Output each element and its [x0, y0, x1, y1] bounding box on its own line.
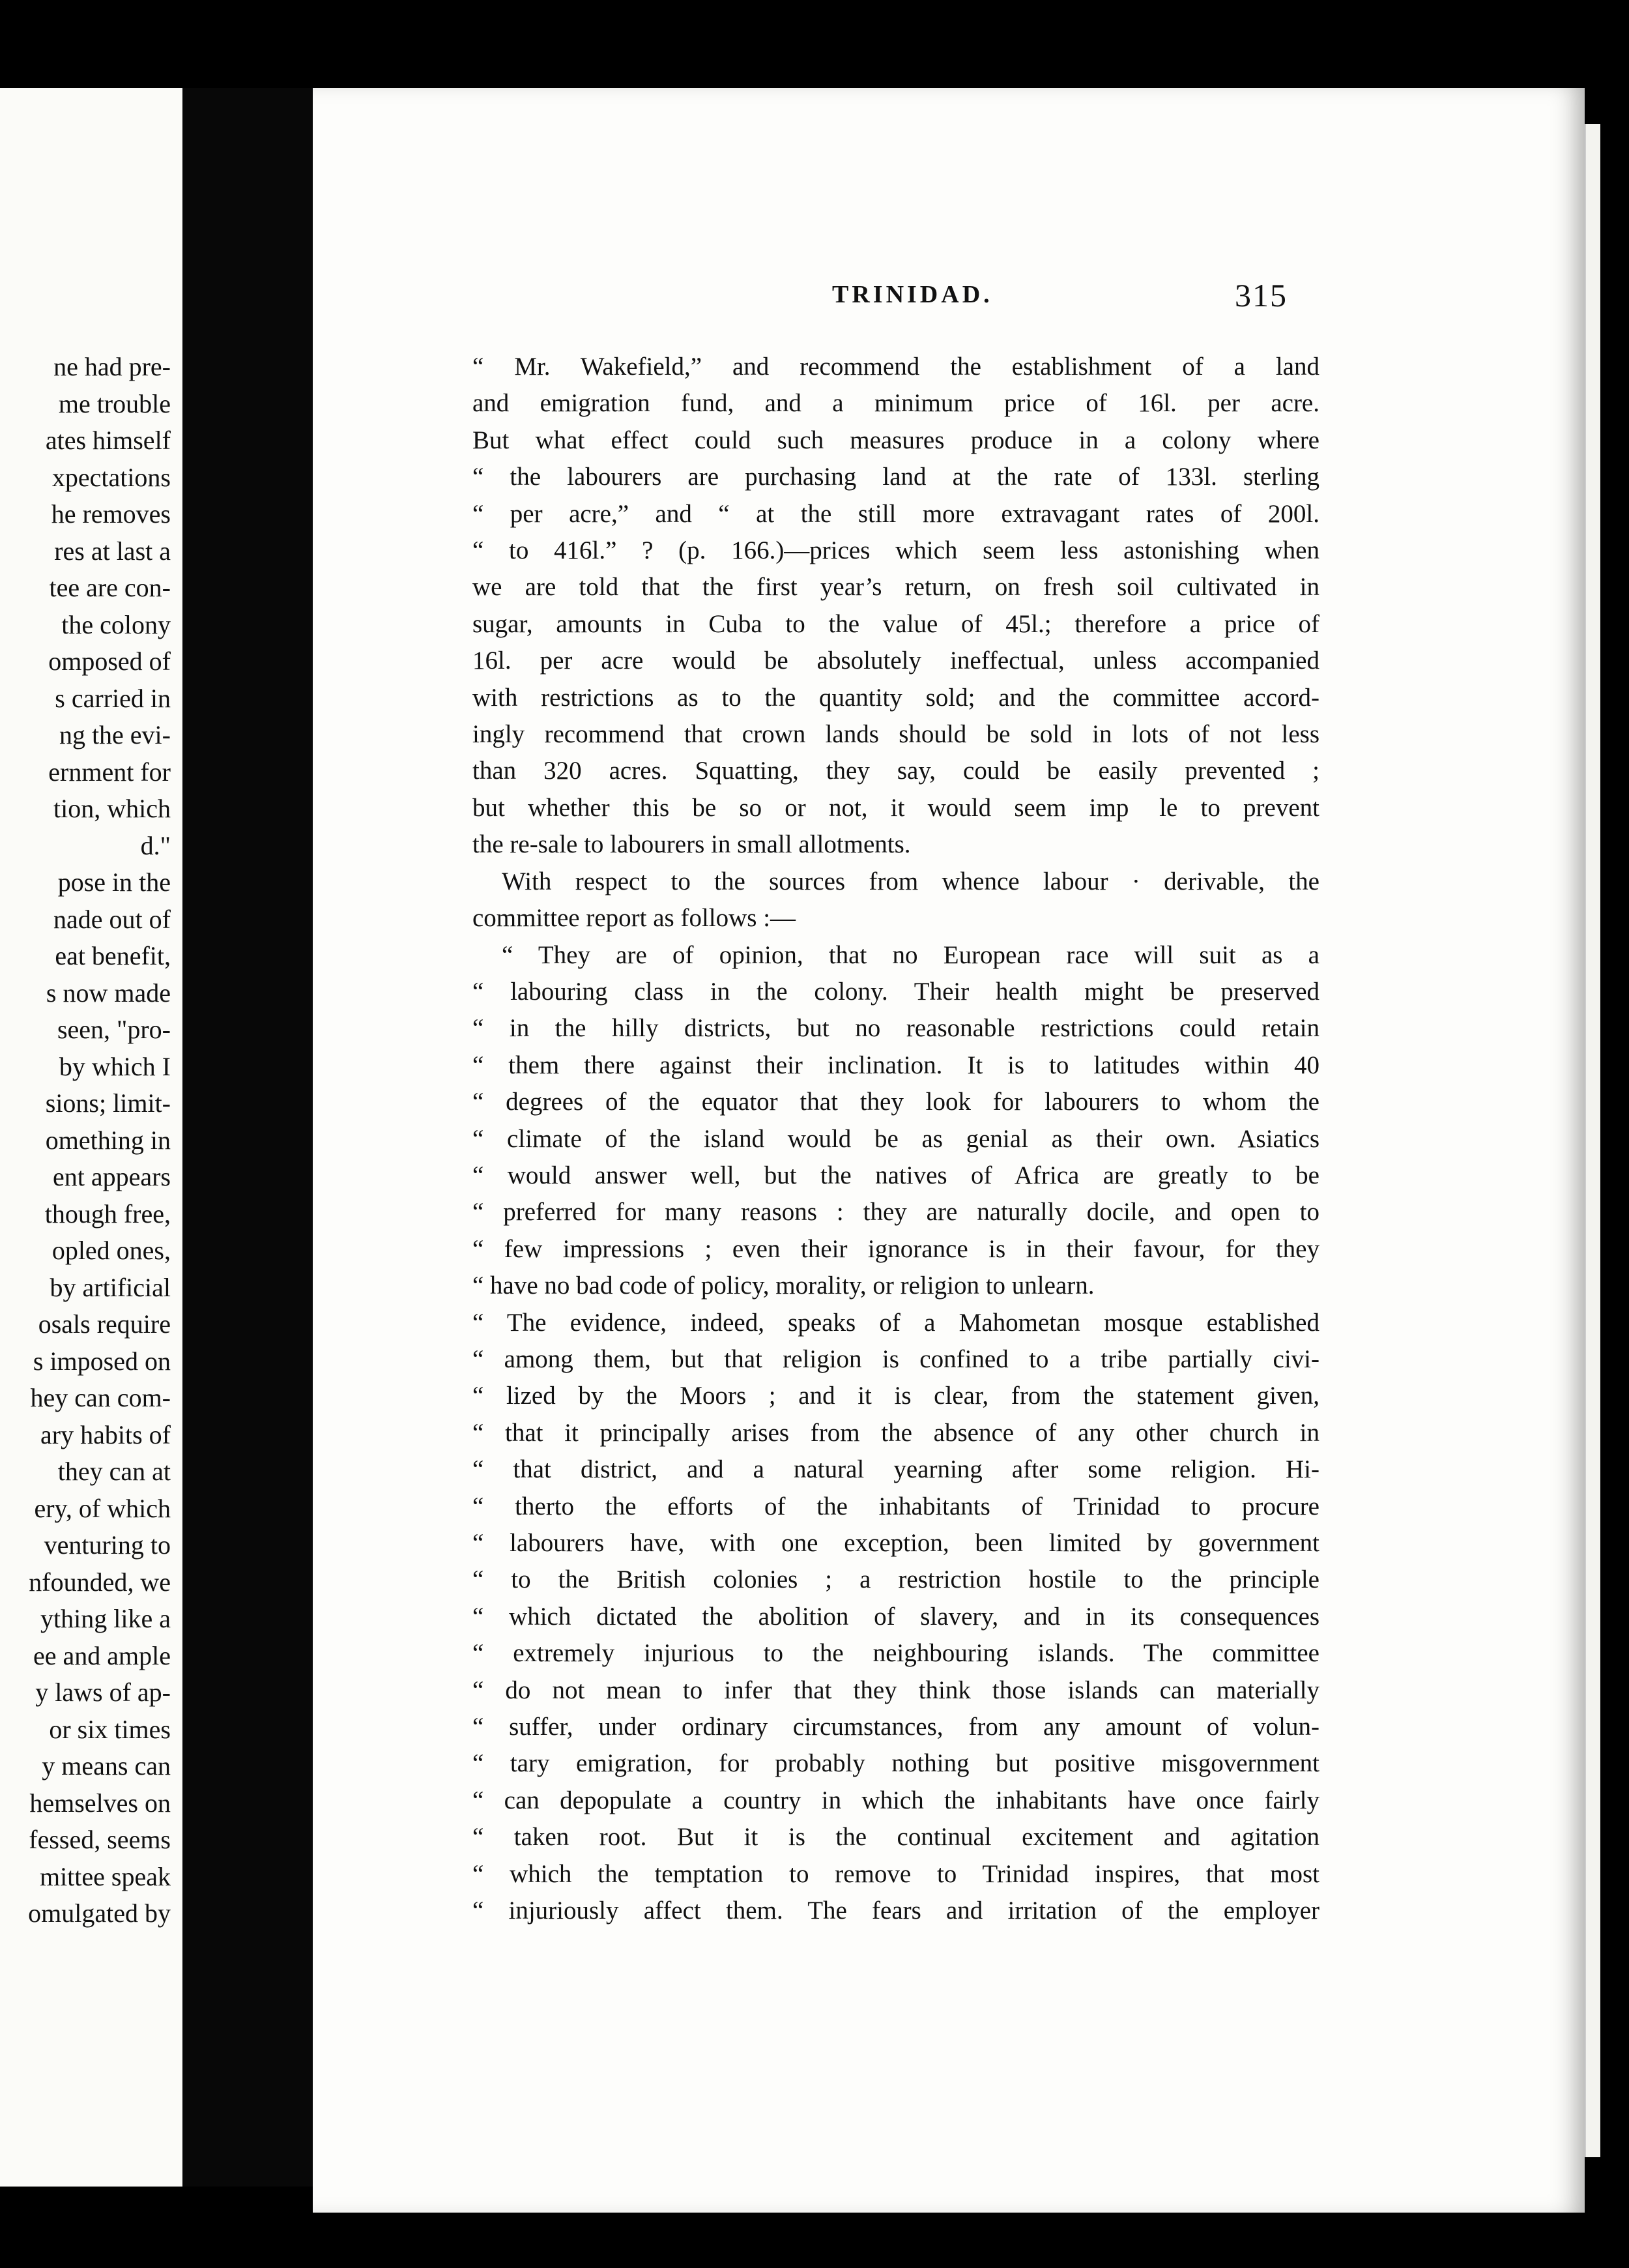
page-number: 315: [1235, 277, 1288, 313]
text-line: “ the labourers are purchasing land at the rate of 133l. sterling: [472, 463, 1319, 491]
left-page-line: y means can: [42, 1751, 171, 1781]
text-line: But what effect could such measures produce in a colony where: [472, 426, 1319, 454]
text-line: “ per acre,” and “ at the still more extravagant rates of 200l.: [472, 499, 1319, 528]
left-page-line: omposed of: [48, 647, 171, 676]
text-line: “ to 416l.” ? (p. 166.)—prices which seem less astonishing when: [472, 536, 1319, 565]
body-text: [472, 349, 1319, 1929]
left-page-line: ary habits of: [40, 1419, 171, 1449]
left-page-line: the colony: [61, 609, 171, 639]
text-line: “ that district, and a natural yearning after some religion. Hi-: [472, 1455, 1319, 1484]
page-header: [313, 277, 1585, 326]
left-page-line: hemselves on: [29, 1788, 171, 1818]
text-line: “ taken root. But it is the continual excitement and agitation: [472, 1823, 1319, 1852]
text-line: “ to the British colonies ; a restriction hostile to the principle: [472, 1565, 1319, 1594]
text-line: “ have no bad code of policy, morality, or religion to unlearn.: [472, 1272, 1095, 1300]
left-page-line: eat benefit,: [55, 941, 171, 970]
left-page-line: omething in: [45, 1125, 171, 1155]
left-page-line: d.": [140, 830, 171, 860]
left-page-line: s now made: [46, 978, 171, 1008]
text-line: “ that it principally arises from the absence of any other church in: [472, 1418, 1319, 1447]
left-page-line: venturing to: [44, 1530, 171, 1560]
left-page-line: ernment for: [48, 757, 171, 787]
left-page-line: they can at: [57, 1457, 171, 1486]
left-page-line: osals require: [38, 1309, 171, 1339]
text-line: “ Mr. Wakefield,” and recommend the establishment of a land: [472, 353, 1319, 381]
left-page-line: nfounded, we: [29, 1567, 171, 1597]
left-page-line: ent appears: [52, 1162, 171, 1191]
book-gutter: [182, 88, 313, 2187]
text-line: “ among them, but that religion is confined to a tribe partially civi-: [472, 1345, 1319, 1373]
text-line: “ The evidence, indeed, speaks of a Mahometan mosque established: [472, 1308, 1319, 1337]
left-page-line: hey can com-: [30, 1383, 171, 1412]
left-page-line: ne had pre-: [53, 352, 171, 381]
text-line: and emigration fund, and a minimum price of 16l. per acre.: [472, 389, 1319, 418]
text-line: “ degrees of the equator that they look for labourers to whom the: [472, 1088, 1319, 1116]
left-page-line: by artificial: [50, 1272, 171, 1302]
text-line: “ would answer well, but the natives of Africa are greatly to be: [472, 1161, 1319, 1189]
text-line: “ few impressions ; even their ignorance is in their favour, for they: [472, 1234, 1319, 1263]
left-page-line: though free,: [44, 1199, 171, 1228]
text-line: “ can depopulate a country in which the inhabitants have once fairly: [472, 1786, 1319, 1814]
running-head: TRINIDAD.: [832, 281, 993, 308]
text-line: but whether this be so or not, it would seem imp le to prevent: [472, 793, 1319, 822]
text-line: “ do not mean to infer that they think those islands can materially: [472, 1676, 1319, 1704]
text-line: “ therto the efforts of the inhabitants of Trinidad to procure: [472, 1492, 1319, 1520]
text-line: “ injuriously affect them. The fears and irritation of the employer: [472, 1897, 1319, 1925]
left-page-text: [28, 349, 171, 1932]
left-page-line: tee are con-: [49, 573, 171, 602]
text-line: with restrictions as to the quantity sold; and the committee accord-: [472, 683, 1319, 712]
text-line: “ them there against their inclination. It is to latitudes within 40: [472, 1051, 1319, 1079]
left-page-line: opled ones,: [51, 1236, 171, 1265]
left-page-line: res at last a: [54, 536, 171, 566]
left-page-line: ee and ample: [33, 1640, 171, 1670]
left-page-line: pose in the: [57, 867, 171, 897]
text-line: “ preferred for many reasons : they are naturally docile, and open to: [472, 1198, 1319, 1227]
text-line: With respect to the sources from whence labour · derivable, the: [502, 867, 1319, 895]
text-line: “ climate of the island would be as genial as their own. Asiatics: [472, 1124, 1319, 1153]
text-line: committee report as follows :—: [472, 904, 796, 933]
left-page-line: ng the evi-: [59, 720, 171, 749]
left-page-line: seen, "pro-: [57, 1015, 171, 1044]
left-page-line: s carried in: [55, 683, 171, 713]
left-page-line: me trouble: [58, 388, 171, 418]
text-line: 16l. per acre would be absolutely ineffectual, unless accompanied: [472, 647, 1319, 675]
left-page-line: ything like a: [40, 1604, 171, 1633]
left-page-line: sions; limit-: [45, 1088, 171, 1118]
left-page-line: omulgated by: [28, 1898, 171, 1928]
text-line: “ which dictated the abolition of slavery, and in its consequences: [472, 1602, 1319, 1631]
left-page-line: mittee speak: [39, 1861, 171, 1891]
text-line: “ extremely injurious to the neighbouring islands. The committee: [472, 1639, 1319, 1668]
left-page-line: fessed, seems: [29, 1825, 171, 1854]
left-page-line: y laws of ap-: [35, 1678, 171, 1707]
left-page-line: s imposed on: [33, 1346, 171, 1376]
text-line: “ which the temptation to remove to Trinidad inspires, that most: [472, 1859, 1319, 1888]
left-page-line: xpectations: [51, 462, 171, 492]
page-edge: [1585, 124, 1600, 2157]
left-page-line: nade out of: [53, 904, 171, 934]
text-line: “ They are of opinion, that no European race will suit as a: [502, 940, 1319, 969]
text-line: “ in the hilly districts, but no reasonable restrictions could retain: [472, 1014, 1319, 1043]
text-line: we are told that the first year’s return, on fresh soil cultivated in: [472, 573, 1319, 602]
left-page-line: or six times: [49, 1714, 171, 1744]
text-line: “ lized by the Moors ; and it is clear, from the statement given,: [472, 1382, 1319, 1410]
left-page-line: tion, which: [53, 794, 171, 823]
left-page-line: ates himself: [45, 426, 171, 455]
left-page-line: he removes: [51, 499, 171, 529]
right-page: [313, 88, 1585, 2213]
left-page-line: ery, of which: [34, 1493, 171, 1523]
text-line: than 320 acres. Squatting, they say, could be easily prevented ;: [472, 757, 1319, 785]
text-line: “ tary emigration, for probably nothing but positive misgovernment: [472, 1749, 1319, 1778]
text-line: the re-sale to labourers in small allotments.: [472, 830, 911, 859]
text-line: “ labourers have, with one exception, been limited by government: [472, 1529, 1319, 1557]
left-facing-page: [0, 88, 182, 2187]
text-line: “ suffer, under ordinary circumstances, from any amount of volun-: [472, 1713, 1319, 1741]
text-line: sugar, amounts in Cuba to the value of 45l.; therefore a price of: [472, 609, 1319, 638]
left-page-line: by which I: [59, 1051, 171, 1081]
text-line: ingly recommend that crown lands should be sold in lots of not less: [472, 720, 1319, 749]
text-line: “ labouring class in the colony. Their health might be preserved: [472, 977, 1319, 1006]
